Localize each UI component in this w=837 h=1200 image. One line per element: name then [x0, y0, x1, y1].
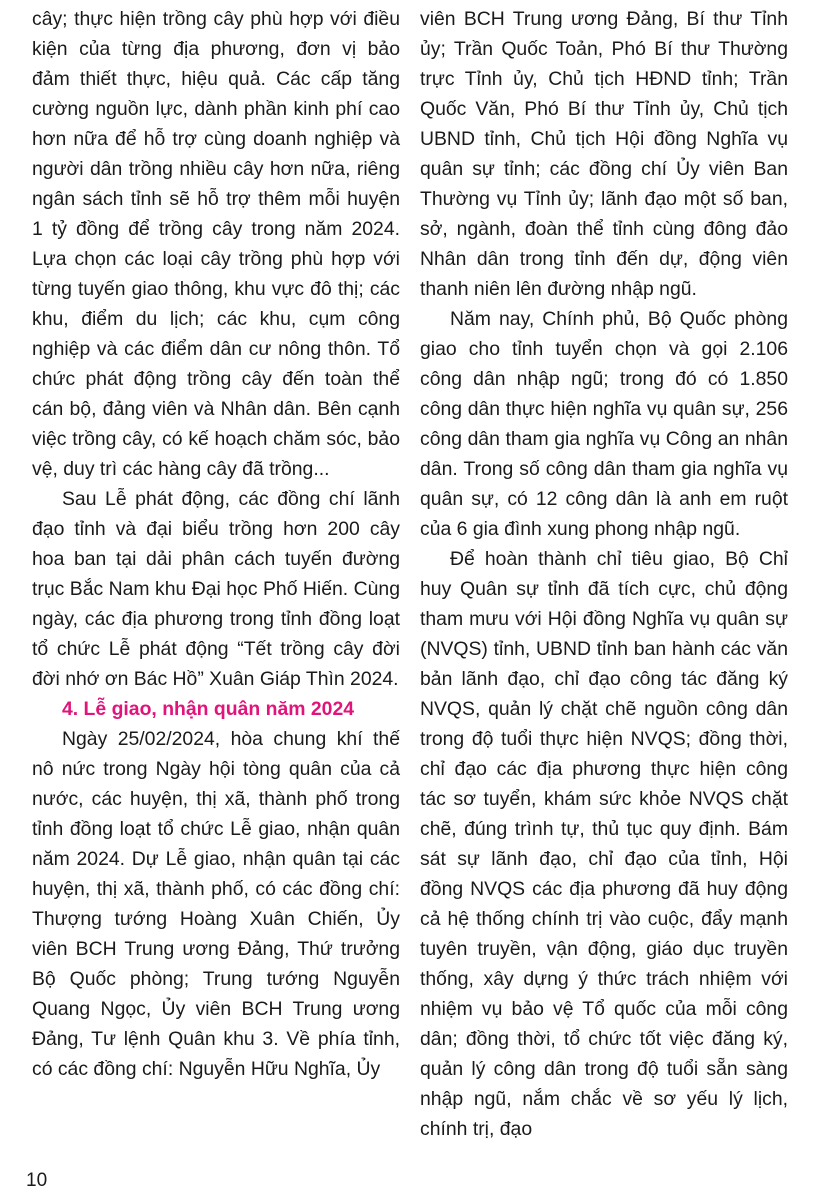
- page-number: 10: [26, 1170, 48, 1191]
- left-column: [32, 4, 400, 1084]
- section-heading: 4. Lễ giao, nhận quân năm 2024: [62, 698, 355, 720]
- paragraph-ceremony: Ngày 25/02/2024, hòa chung khí thế nô nức trong Ngày hội tòng quân của cả nước, các huyện, thị xã, thành phố trong tỉnh đồng loạt tổ chức Lễ giao, nhận quân năm 2024. Dự Lễ giao, nhận quân tại các huyện, thị xã, thành phố, có các đồng chí: Thượng tướng Hoàng Xuân Chiến, Ủy viên BCH Trung ương Đảng, Thứ trưởng Bộ Quốc phòng; Trung tướng Nguyễn Quang Ngọc, Ủy viên BCH Trung ương Đảng, Tư lệnh Quân khu 3. Về phía tỉnh, có các đồng chí: Nguyễn Hữu Nghĩa, Ủy: [32, 728, 400, 1080]
- paragraph-continued: cây; thực hiện trồng cây phù hợp với điều kiện của từng địa phương, đơn vị bảo đảm thiết thực, hiệu quả. Các cấp tăng cường nguồn lực, dành phần kinh phí cao hơn nữa để hỗ trợ cùng doanh nghiệp và người dân trồng nhiều cây hơn nữa, riêng ngân sách tỉnh sẽ hỗ trợ thêm mỗi huyện 1 tỷ đồng để trồng cây trong năm 2024. Lựa chọn các loại cây trồng phù hợp với từng tuyến giao thông, khu vực đô thị; các khu, điểm du lịch; các khu, cụm công nghiệp và các điểm dân cư nông thôn. Tổ chức phát động trồng cây đến toàn thể cán bộ, đảng viên và Nhân dân. Bên cạnh việc trồng cây, có kế hoạch chăm sóc, bảo vệ, duy trì các hàng cây đã trồng...: [32, 8, 400, 480]
- right-column: [420, 4, 788, 1144]
- paragraph-after-launch: Sau Lễ phát động, các đồng chí lãnh đạo tỉnh và đại biểu trồng hơn 200 cây hoa ban tại dải phân cách tuyến đường trục Bắc Nam khu Đại học Phố Hiến. Cùng ngày, các địa phương trong tỉnh đồng loạt tổ chức Lễ phát động “Tết trồng cây đời đời nhớ ơn Bác Hồ” Xuân Giáp Thìn 2024.: [32, 488, 400, 690]
- paragraph-quota: Năm nay, Chính phủ, Bộ Quốc phòng giao cho tỉnh tuyển chọn và gọi 2.106 công dân nhập ngũ; trong đó có 1.850 công dân thực hiện nghĩa vụ quân sự, 256 công dân tham gia nghĩa vụ Công an nhân dân. Trong số công dân tham gia nghĩa vụ quân sự, có 12 công dân là anh em ruột của 6 gia đình xung phong nhập ngũ.: [420, 308, 788, 540]
- paragraph-attendees: viên BCH Trung ương Đảng, Bí thư Tỉnh ủy; Trần Quốc Toản, Phó Bí thư Thường trực Tỉnh ủy, Chủ tịch HĐND tỉnh; Trần Quốc Văn, Phó Bí thư Tỉnh ủy, Chủ tịch UBND tỉnh, Chủ tịch Hội đồng Nghĩa vụ quân sự tỉnh; các đồng chí Ủy viên Ban Thường vụ Tỉnh ủy; lãnh đạo một số ban, sở, ngành, đoàn thể tỉnh cùng đông đảo Nhân dân trong tỉnh đến dự, động viên thanh niên lên đường nhập ngũ.: [420, 8, 788, 300]
- paragraph-implementation: Để hoàn thành chỉ tiêu giao, Bộ Chỉ huy Quân sự tỉnh đã tích cực, chủ động tham mưu với Hội đồng Nghĩa vụ quân sự (NVQS) tỉnh, UBND tỉnh ban hành các văn bản lãnh đạo, chỉ đạo công tác đăng ký NVQS, quản lý chặt chẽ nguồn công dân trong độ tuổi thực hiện NVQS; đồng thời, chỉ đạo các địa phương thực hiện công tác sơ tuyển, khám sức khỏe NVQS chặt chẽ, đúng trình tự, thủ tục quy định. Bám sát sự lãnh đạo, chỉ đạo của tỉnh, Hội đồng NVQS các địa phương đã huy động cả hệ thống chính trị vào cuộc, đẩy mạnh tuyên truyền, vận động, giáo dục truyền thống, xây dựng ý thức trách nhiệm với nhiệm vụ bảo vệ Tổ quốc của mỗi công dân; đồng thời, tổ chức tốt việc đăng ký, quản lý công dân trong độ tuổi sẵn sàng nhập ngũ, nắm chắc về sơ yếu lý lịch, chính trị, đạo: [420, 548, 788, 1140]
